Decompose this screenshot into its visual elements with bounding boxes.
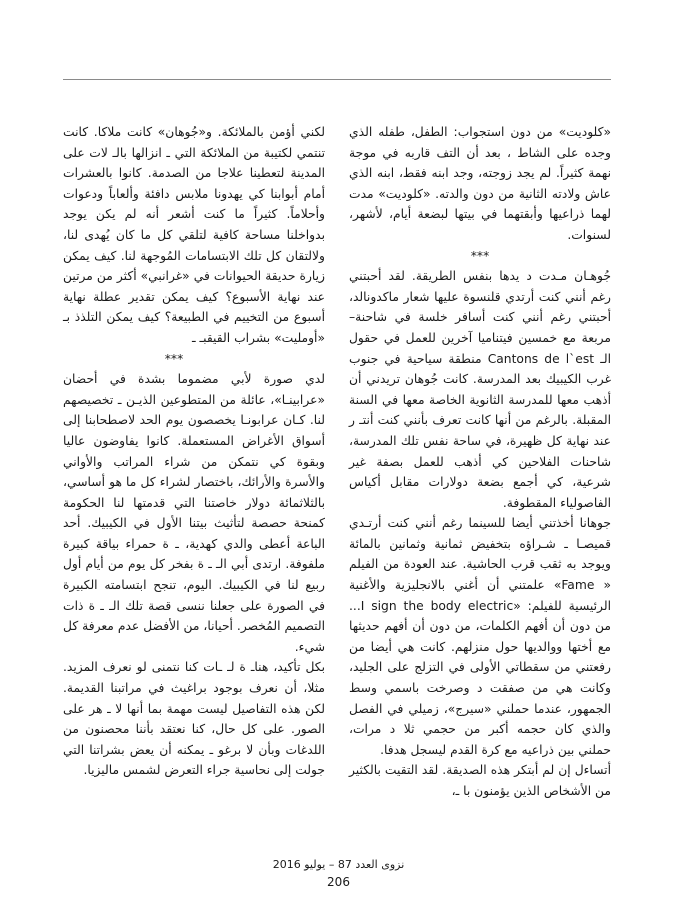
paragraph: «كلوديت» من دون استجواب: الطفل، طفله الذي وجده على الشاط ، بعد أن التف قاربه في موجة نهمة كثيراً. لم يجد زوجته، وجد ابنه فقط، ابنه الذي عاش ولادته الثانية من دون والدته. «كلوديت» مدت لهما ذراعيها وأبقتهما في بيتها لبضعة أيام، لأشهر، لسنوات. — [349, 125, 611, 242]
left-column — [63, 122, 325, 781]
paragraph: لكني أؤمن بالملائكة. و«جُوهان» كانت ملاكا. كانت تنتمي لكتيبة من الملائكة التي ـ انزالها بالـ لات على المدينة لتعطينا علاجا من الصدمة. كانوا بالعشرات أمام أبوابنا كي يهدونا ملابس دافئة وألعاباً ودعوات وأحلاماً. كثيراً ما كنت أشعر أنه لم يكن يوجد بدواخلنا مساحة كافية لتلقي كل ما كان يُهدى لنا، ولالتقان كل تلك الابتسامات المُوجهة لنا. كيف يمكن زيارة حديقة الحيوانات في «غرانبي» أكثر من مرتين عند نهاية الأسبوع؟ كيف يمكن تقدير عطلة نهاية أسبوع من التخييم في الطبيعة؟ كيف يمكن التلذذ بـ «أومليت» بشراب القيقبـ ـ — [63, 125, 325, 345]
paragraph: جُوهـان مـدت د يدها بنفس الطريقة. لقد أحبتني رغم أنني كنت أرتدي قلنسوة عليها شعار ماكدونالد، أحبتني رغم أنني كنت أسافر خلسة في شاحنة– مربعة مع خمسين فيتناميا آخرين للعمل في حقول الـ Cantons de l`est منطقة سياحية في جنوب غرب الكيبيك بعد المدرسة. كانت جُوهان تريدني أن أذهب معها للمدرسة الثانوية الخاصة معها في السنة المقبلة. بالرغم من أنها كانت تعرف بأنني كنت أنتـ ر عند نهاية كل ظهيرة، في ساحة نفس تلك المدرسة، شاحنات الفلاحين كي أذهب للعمل بصفة غير شرعية، كي أجمع بضعة دولارات مقابل أكياس الفاصولياء المقطوفة. — [349, 269, 611, 510]
section-separator: *** — [164, 351, 184, 366]
paragraph: بكل تأكيد، هناـ ة لـ ـات كنا نتمنى لو نعرف المزيد. مثلا، أن نعرف بوجود براغيث في مراتبنا القديمة. لكن هذه التفاصيل ليست مهمة بما أنها لا ـ هر على الصور. على كل حال، كنا نعتقد بأننا محصنون من اللدغات وبأن لا برغو ـ يمكنه أن يعض بشراتنا التي جولت إلى نحاسية جراء التعرض لشمس ماليزيا. — [63, 660, 325, 778]
right-column — [349, 122, 611, 802]
footer-issue-line: نزوى العدد 87 – يوليو 2016 — [272, 858, 405, 871]
section-separator: *** — [470, 248, 490, 263]
page-number: 206 — [327, 875, 350, 889]
header-rule — [63, 79, 611, 80]
paragraph: جوهانا أخذتني أيضا للسينما رغم أنني كنت أرتـدي قميصـا ـ شـراؤه بتخفيض ثمانية وثمانين بالمائة ويوجد به ثقب قرب الحاشية. عند العودة من الفيلم « Fame» علمتني أن أغني بالانجليزية والأغنية الرئيسية للفيلم: «I sign the body electric... من دون أن أفهم الكلمات، من دون أن أفهم حديثها مع أختها ووالديها حول منزلهم. كانت هي أيضا من رفعتني من سقطاتي الأولى في التزلج على الجليد، وكانت هي من صفقت د وصرخت باسمي وسط الجمهور، عندما حملني «سيرج»، زميلي في الفصل والذي كان حجمه أكبر من حجمي ثلا د مرات، حملني بين ذراعيه مع كرة القدم ليسجل هدفا. — [349, 516, 612, 757]
paragraph: أتساءل إن لم أبتكر هذه الصديقة. لقد التقيت بالكثير من الأشخاص الذين يؤمنون با ـ، — [349, 763, 611, 798]
paragraph: لدي صورة لأبي مضموما بشدة في أحضان «عرابينـا»، عائلة من المتطوعين الذيـن ـ تخصيصهم لنا. كـان عرابونـا يخصصون يوم الحد لاصطحابنا إلى أسواق الأغراض المستعملة. كانوا يفاوضون عاليا وبقوة كي نتمكن من شراء المراتب والأواني والأسرة والأرائك، باختصار لشراء كل ما هو أساسي، بالثلاثمائة دولار خاصتنا التي قدمتها لنا الحكومة كمنحة حصصة لتأثيث بيتنا الأول في الكيبيك. أحد الباعة أعطى والدي كهدية، ـ ة حمراء بياقة كبيرة ملفوفة. ارتدى أبي الـ ـ ة بفخر كل يوم من أيام أول ربيع لنا في الكيبيك. اليوم، تنجح ابتسامته الكبيرة في الصورة على جعلنا ننسى قصة تلك الـ ـ ة ذات التصميم المُخصر. أحيانا، من الأفضل عدم معرفة كل شيء. — [63, 372, 325, 654]
